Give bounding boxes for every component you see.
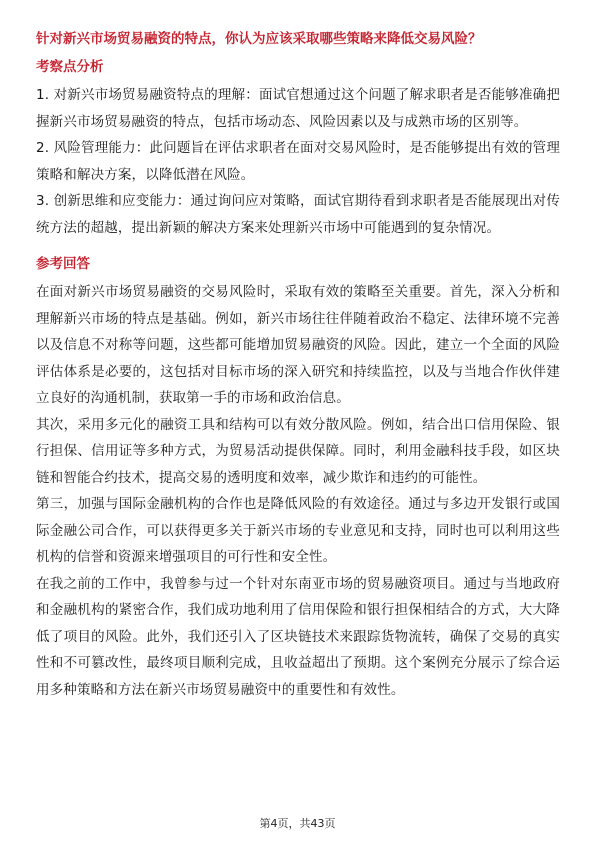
question-title: 针对新兴市场贸易融资的特点，你认为应该采取哪些策略来降低交易风险？ <box>36 31 482 47</box>
analysis-point: 1. 对新兴市场贸易融资特点的理解：面试官想通过这个问题了解求职者是否能够准确把握新兴市场贸易融资的特点，包括市场动态、风险因素以及与成熟市场的区别等。 <box>36 87 560 130</box>
answer-heading: 参考回答 <box>36 256 90 272</box>
answer-paragraph: 在面对新兴市场贸易融资的交易风险时，采取有效的策略至关重要。首先，深入分析和理解新兴市场的特点是基础。例如，新兴市场往往伴随着政治不稳定、法律环境不完善以及信息不对称等问题，这些都可能增加贸易融资的风险。因此，建立一个全面的风险评估体系是必要的，这包括对目标市场的深入研究和持续监控，以及与当地合作伙伴建立良好的沟通机制，获取第一手的市场和政治信息。 <box>36 284 560 406</box>
analysis-points <box>36 82 560 241</box>
page-content <box>36 28 560 703</box>
answer-paragraph: 第三，加强与国际金融机构的合作也是降低风险的有效途径。通过与多边开发银行或国际金融公司合作，可以获得更多关于新兴市场的专业意见和支持，同时也可以利用这些机构的信誉和资源来增强项目的可行性和安全性。 <box>36 496 560 565</box>
analysis-point: 2. 风险管理能力：此问题旨在评估求职者在面对交易风险时，是否能够提出有效的管理策略和解决方案，以降低潜在风险。 <box>36 140 560 183</box>
analysis-heading: 考察点分析 <box>36 59 104 75</box>
answer-paragraph: 其次，采用多元化的融资工具和结构可以有效分散风险。例如，结合出口信用保险、银行担保、信用证等多种方式，为贸易活动提供保障。同时，利用金融科技手段，如区块链和智能合约技术，提高交易的透明度和效率，减少欺诈和违约的可能性。 <box>36 416 560 486</box>
answer-paragraph: 在我之前的工作中，我曾参与过一个针对东南亚市场的贸易融资项目。通过与当地政府和金融机构的紧密合作，我们成功地利用了信用保险和银行担保相结合的方式，大大降低了项目的风险。此外，我们还引入了区块链技术来跟踪货物流转，确保了交易的真实性和不可篡改性，最终项目顺利完成，且收益超出了预期。这个案例充分展示了综合运用多种策略和方法在新兴市场贸易融资中的重要性和有效性。 <box>36 575 560 698</box>
answer-body <box>36 279 560 703</box>
analysis-point: 3. 创新思维和应变能力：通过询问应对策略，面试官期待看到求职者是否能展现出对传统方法的超越，提出新颖的解决方案来处理新兴市场中可能遇到的复杂情况。 <box>36 193 560 236</box>
page-number: 第4页，共43页 <box>259 817 336 830</box>
